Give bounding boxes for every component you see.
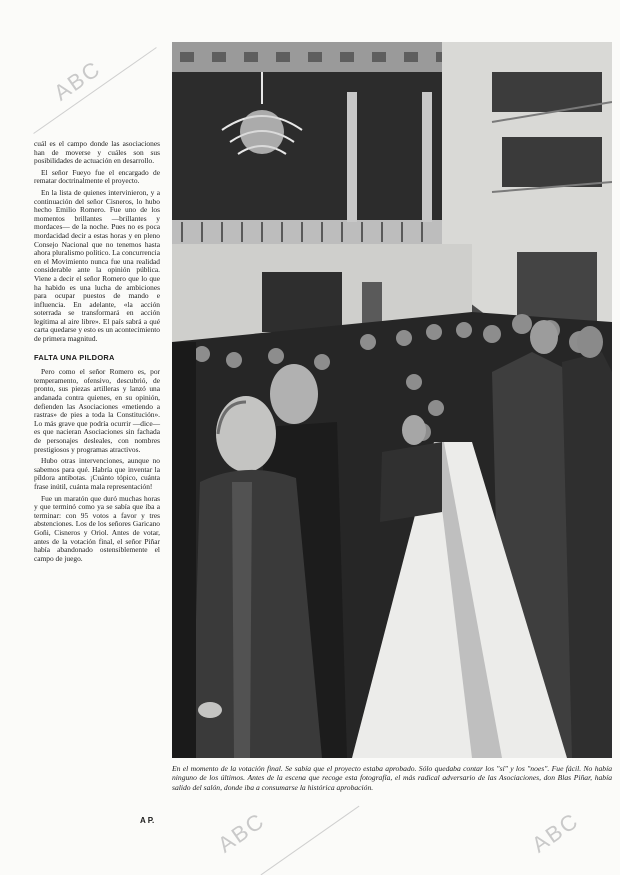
article-paragraph: Pero como el señor Romero es, por temperamento, ofensivo, descubrió, de pronto, sus piezas artilleras y lanzó una andanada contra quienes, en su opinión, defienden las Asociaciones «metiendo a rastras» de pies a toda la Constitución». Lo más grave que podría ocurrir —dice— es que nacieran Asociaciones sin fachada de personajes desleales, con nombres prestigiosos y programas atractivos. — [34, 367, 160, 454]
article-paragraph: Hubo otras intervenciones, aunque no sabemos para qué. Habría que inventar la píldora antibotas. ¡Cuánto tópico, cuánta frase inútil, cuánta mala representación! — [34, 456, 160, 491]
section-title: FALTA UNA PILDORA — [34, 352, 115, 362]
watermark-text: ABC — [49, 55, 106, 106]
watermark-text: ABC — [213, 807, 270, 858]
photo-caption: En el momento de la votación final. Se sabía que el proyecto estaba aprobado. Sólo quedaba contar los "sí" y los "noes". Fue fácil. No había ninguno de los últimos. Antes de la escena que recoge esta fotografía, el más radical adversario de las Asociaciones, don Blas Piñar, había salido del salón, donde iba a consumarse la histórica aprobación. — [172, 764, 612, 792]
watermark-line — [261, 806, 360, 875]
article-paragraph: En la lista de quienes intervinieron, y a continuación del señor Cisneros, lo hubo hecho Emilio Romero. Fue uno de los momentos brillantes —brillantes y mordaces— de la noche. Pues no es poca mordacidad decir a estas horas y en pleno Consejo Nacional que no tenemos hasta ahora pluralismo político. La concurrencia en el Movimiento nunca fue una realidad considerable ante la opinión pública. Viene a decir el señor Romero que lo que ha habido es una lucha de ambiciones para ocupar puestos de mando e influencia. En adelante, «la acción soterrada se transformará en acción legítima al aire libre». El país sabrá a qué carta quedarse y esto es un acontecimiento de primera magnitud. — [34, 187, 160, 344]
article-paragraph: Fue un maratón que duró muchas horas y que terminó como ya se sabía que iba a terminar: con 95 votos a favor y tres abstenciones. Los de los señores Garicano Goñi, Cisneros y Oriol. Antes de votar, antes de la votación final, el señor Piñar había abandonado ostensiblemente el campo de juego. — [34, 493, 160, 563]
watermark-text: ABC — [527, 807, 584, 858]
article-paragraph: El señor Fueyo fue el encargado de rematar doctrinalmente el proyecto. — [34, 167, 160, 186]
article-paragraph: cuál es el campo donde las asociaciones han de moverse y cuáles son sus posibilidades de actuación en desarrollo. — [34, 139, 160, 166]
photo-credit: A P. — [140, 816, 155, 825]
chamber-photo — [172, 42, 612, 758]
article-column — [34, 140, 160, 566]
chamber-photo-drawing — [172, 42, 612, 758]
watermark-line — [33, 47, 156, 134]
